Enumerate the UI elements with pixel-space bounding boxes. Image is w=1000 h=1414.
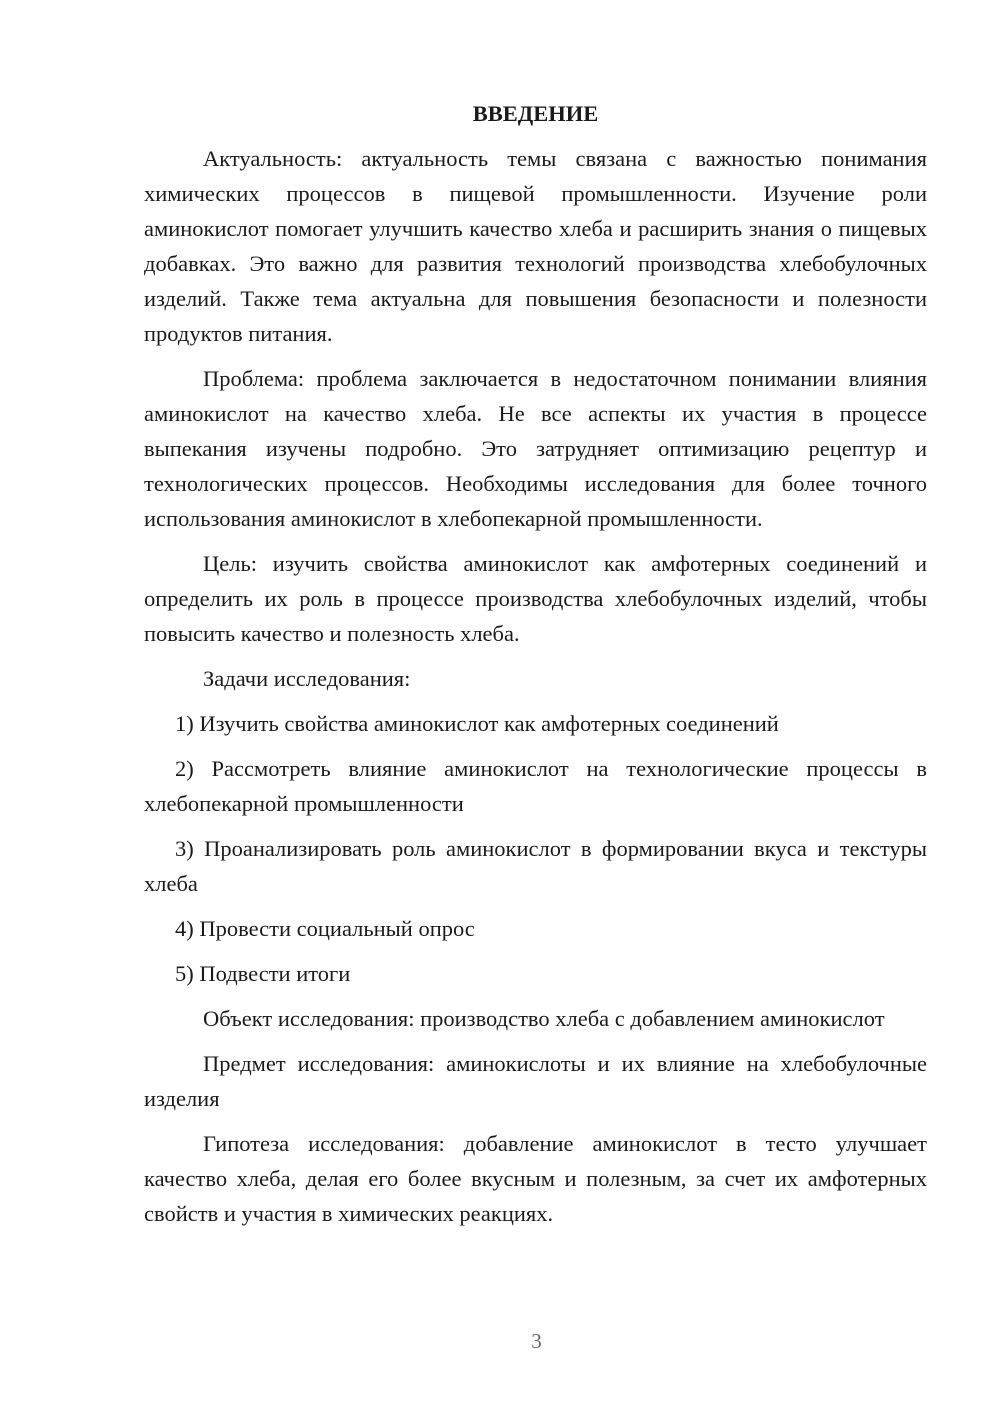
object-paragraph: Объект исследования: производство хлеба с добавлением аминокислот: [203, 1006, 885, 1031]
problem-paragraph: Проблема: проблема заключается в недостаточном понимании влияния аминокислот на качество хлеба. Не все аспекты их участия в процессе выпекания изучены подробно. Это затрудняет оптимизацию рецептур и технологических процессов. Необходимы исследования для более точного использования аминокислот в хлебопекарной промышленности.: [144, 366, 927, 531]
page-number: 3: [531, 1329, 542, 1353]
subject-paragraph: Предмет исследования: аминокислоты и их влияние на хлебобулочные изделия: [144, 1051, 927, 1111]
task-item-3: 3) Проанализировать роль аминокислот в формировании вкуса и текстуры хлеба: [144, 836, 927, 896]
task-item-2: 2) Рассмотреть влияние аминокислот на технологические процессы в хлебопекарной промышленности: [144, 756, 927, 816]
tasks-heading: Задачи исследования:: [203, 666, 411, 691]
section-title: ВВЕДЕНИЕ: [472, 101, 599, 126]
relevance-paragraph: Актуальность: актуальность темы связана с важностью понимания химических процессов в пищевой промышленности. Изучение роли аминокислот помогает улучшить качество хлеба и расширить знания о пищевых добавках. Это важно для развития технологий производства хлебобулочных изделий. Также тема актуальна для повышения безопасности и полезности продуктов питания.: [144, 146, 927, 346]
goal-paragraph: Цель: изучить свойства аминокислот как амфотерных соединений и определить их роль в процессе производства хлебобулочных изделий, чтобы повысить качество и полезность хлеба.: [144, 551, 927, 646]
task-item-1: 1) Изучить свойства аминокислот как амфотерных соединений: [175, 711, 779, 736]
task-item-4: 4) Провести социальный опрос: [175, 916, 475, 941]
hypothesis-paragraph: Гипотеза исследования: добавление аминокислот в тесто улучшает качество хлеба, делая его более вкусным и полезным, за счет их амфотерных свойств и участия в химических реакциях.: [144, 1131, 927, 1226]
task-item-5: 5) Подвести итоги: [175, 961, 351, 986]
document-page: [144, 96, 927, 1241]
